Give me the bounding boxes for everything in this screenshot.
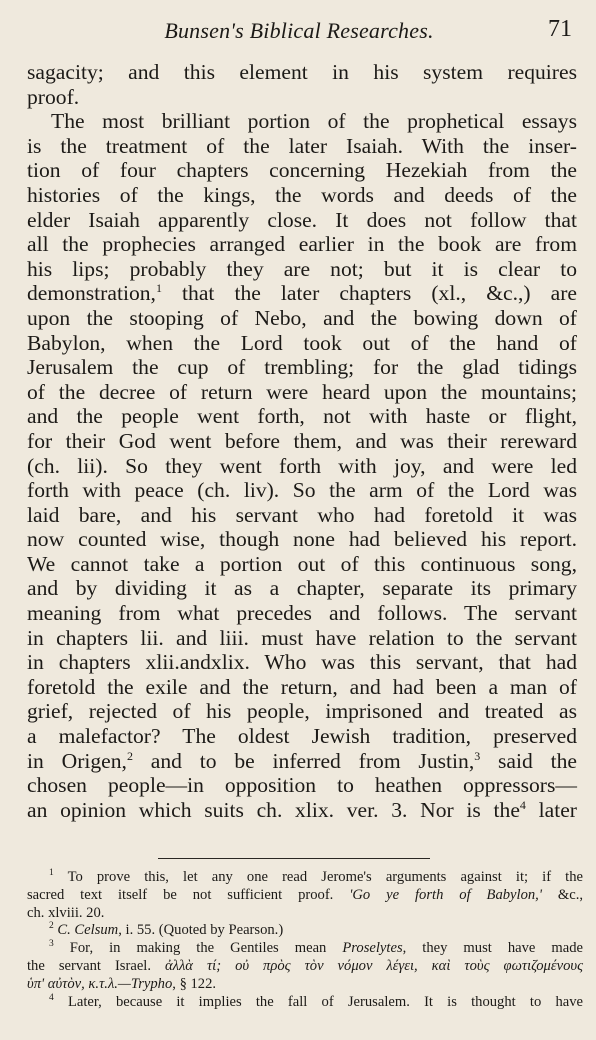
text-line: upon the stooping of Nebo, and the bowing down of (27, 305, 577, 330)
footnote-text: sacred text itself be not sufficient proof. (27, 886, 334, 903)
footnote-text: , they must have made (402, 940, 583, 957)
page-header (26, 14, 572, 48)
text-line: in chapters xlii.andxlix. Who was this servant, that had (27, 650, 577, 675)
text-line (27, 798, 577, 823)
footnote-line (27, 958, 583, 976)
footnote-line: ch. xlviii. 20. (27, 904, 105, 921)
text-line: and the people went forth, not with haste or flight, (27, 404, 577, 429)
running-title: Bunsen's Biblical Researches. (164, 18, 434, 43)
text-line: We cannot take a portion out of this continuous song, (27, 551, 577, 576)
footnote-text: For, in making the Gentiles mean (69, 940, 327, 957)
text-line: grief, rejected of his people, imprisoned and treated as (27, 699, 577, 724)
line-segment: said the (480, 748, 577, 773)
footnote-line (27, 940, 583, 958)
footnote-mark: 1 (155, 281, 162, 296)
footnotes (27, 869, 583, 1011)
footnote-line (27, 976, 583, 994)
text-line: of the decree of return were heard upon the mountains; (27, 379, 577, 404)
text-line: proof. (27, 84, 80, 109)
footnote-title: Trypho (130, 975, 173, 992)
footnote-separator (158, 858, 430, 859)
footnote-text: &c., (541, 886, 583, 903)
line-segment: demonstration, (27, 281, 156, 306)
text-line: forth with peace (ch. liv). So the arm of the Lord was (27, 478, 577, 503)
text-line: histories of the kings, the words and deeds of the (27, 182, 577, 207)
footnote-mark: 2 (126, 748, 133, 763)
text-line: and by dividing it as a chapter, separate its primary (27, 576, 577, 601)
text-line: chosen people—in opposition to heathen oppressors— (27, 773, 577, 798)
footnote-text: , i. 55. (Quoted by Pearson.) (118, 922, 284, 939)
footnote-mark: 4 (519, 797, 526, 812)
footnote-line (27, 922, 583, 940)
footnote-text: , § 122. (172, 975, 217, 992)
page-number: 71 (548, 16, 572, 42)
footnote-greek: ἀλλὰ τί; οὐ πρὸς τὸν νόμον λέγει, καὶ τοὺς φωτιζομένους (165, 957, 584, 974)
text-line: sagacity; and this element in his system requires (27, 60, 577, 84)
footnote-number: 1 (49, 868, 54, 878)
text-line: elder Isaiah apparently close. It does not follow that (27, 207, 577, 232)
text-line: (ch. lii). So they went forth with joy, and were led (27, 453, 577, 478)
text-line: is the treatment of the later Isaiah. With the inser- (27, 133, 577, 158)
body-text (27, 60, 577, 822)
text-line: for their God went before them, and was their rereward (27, 428, 577, 453)
text-line: a malefactor? The oldest Jewish tradition, preserved (27, 724, 577, 749)
text-line: Jerusalem the cup of trembling; for the glad tidings (27, 355, 577, 380)
text-line (27, 749, 577, 774)
line-segment: an opinion which suits ch. xlix. ver. 3. Nor is the (27, 797, 520, 822)
text-line: all the prophecies arranged earlier in the book are from (27, 232, 577, 257)
footnote-text: To prove this, let any one read Jerome's arguments against it; if the (67, 869, 583, 885)
footnote-number: 3 (49, 939, 54, 950)
footnote-mark: 3 (474, 748, 481, 763)
footnote-term: Proselytes (342, 940, 403, 957)
footnote-text: Later, because it implies the fall of Jerusalem. It is thought to have (67, 993, 583, 1010)
text-line: now counted wise, though none had believed his report. (27, 527, 577, 552)
text-line: Babylon, when the Lord took out of the hand of (27, 330, 577, 355)
footnote-quote: 'Go ye forth of Babylon,' (349, 886, 542, 903)
line-segment: later (525, 797, 577, 822)
footnote-number: 2 (49, 921, 54, 932)
footnote-greek: ὑπ' αὐτὸν, κ.τ.λ.— (27, 975, 131, 992)
line-segment: in Origen, (27, 748, 127, 773)
text-line: foretold the exile and the return, and had been a man of (27, 674, 577, 699)
text-line: meaning from what precedes and follows. The servant (27, 601, 577, 626)
footnote-text: the servant Israel. (27, 957, 151, 974)
footnote-number: 4 (49, 992, 54, 1003)
line-segment: that the later chapters (xl., &c.,) are (161, 281, 577, 306)
text-line: in chapters lii. and liii. must have relation to the servant (27, 625, 577, 650)
footnote-line (27, 887, 583, 905)
footnote-line (27, 869, 583, 887)
text-line (27, 281, 577, 306)
text-line: The most brilliant portion of the prophetical essays (51, 109, 577, 134)
line-segment: and to be inferred from Justin, (132, 748, 475, 773)
footnote-line (27, 994, 583, 1012)
footnote-title: C. Celsum (57, 922, 119, 939)
text-line: laid bare, and his servant who had foretold it was (27, 502, 577, 527)
text-line: his lips; probably they are not; but it is clear to (27, 256, 577, 281)
text-line: tion of four chapters concerning Hezekiah from the (27, 158, 577, 183)
